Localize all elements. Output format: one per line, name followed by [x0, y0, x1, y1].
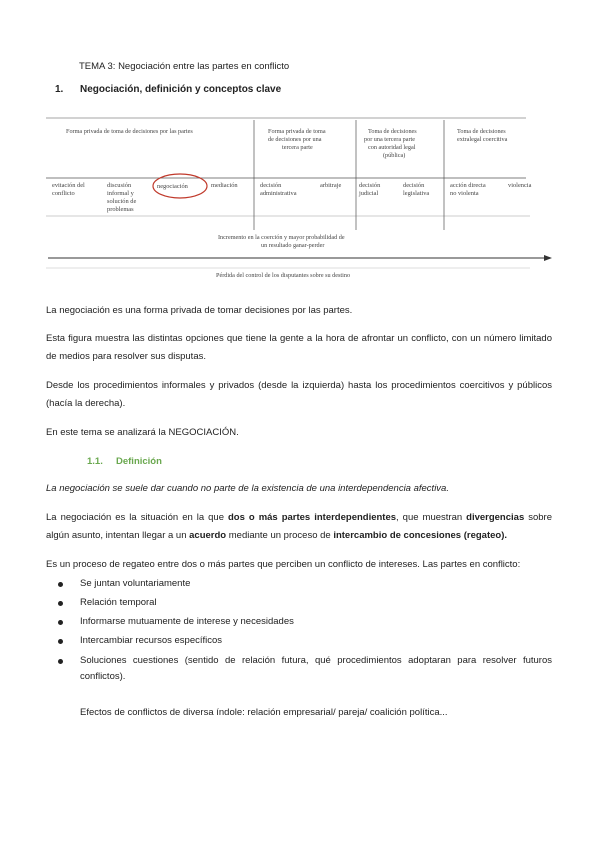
def-text-g: mediante un proceso de	[226, 530, 334, 541]
bullet-icon	[58, 659, 63, 664]
list-item-text: Informarse mutuamente de interese y necesidades	[80, 616, 294, 627]
header-third-party-1: Forma privada de toma	[268, 128, 326, 135]
paragraph-1: La negociación es una forma privada de tomar decisiones por las partes.	[46, 305, 353, 316]
item-judicial-1: decisión	[359, 182, 381, 189]
paragraph-4: En este tema se analizará la NEGOCIACIÓN.	[46, 427, 239, 438]
list-item-text: Intercambiar recursos específicos	[80, 635, 223, 646]
subsection-title	[87, 456, 162, 467]
def-bold-exchange: intercambio de concesiones (regateo).	[333, 530, 508, 541]
list-item	[46, 653, 552, 685]
header-legal-3: con autoridad legal	[368, 144, 416, 151]
header-private-parties: Forma privada de toma de decisiones por las partes	[66, 128, 193, 135]
arrow1-label-2: un resultado ganar-perder	[261, 242, 325, 249]
conflict-options-diagram	[46, 112, 558, 288]
bullet-icon	[58, 582, 63, 587]
definition-paragraph	[46, 509, 552, 545]
paragraph-3: Desde los procedimientos informales y privados (desde la izquierda) hasta los procedimientos coercitivos y públicos (hacía la derecha).	[46, 380, 552, 409]
definition-italic: La negociación se suele dar cuando no parte de la existencia de una interdependencia afectiva.	[46, 483, 449, 494]
def-bold-parties: dos o más partes interdependientes	[228, 512, 397, 523]
item-arbitration: arbitraje	[320, 182, 342, 189]
item-admin-decision-1: decisión	[260, 182, 282, 189]
coercion-arrowhead	[544, 255, 552, 261]
arrow1-label-1: Incremento en la coerción y mayor probabilidad de	[218, 234, 345, 241]
item-discussion-4: problemas	[107, 206, 134, 213]
def-bold-divergences: divergencias	[466, 512, 525, 523]
def-text-a: La negociación es la situación en la que	[46, 512, 228, 523]
page-header: TEMA 3: Negociación entre las partes en conflicto	[79, 61, 290, 72]
subsection-title-text: Definición	[116, 456, 162, 467]
bargaining-paragraph: Es un proceso de regateo entre dos o más partes que perciben un conflicto de intereses. Las partes en conflicto:	[46, 559, 521, 570]
arrow2-label: Pérdida del control de los disputantes sobre su destino	[216, 272, 351, 279]
list-item	[46, 595, 552, 611]
bullet-icon	[58, 639, 63, 644]
list-item	[46, 576, 552, 592]
item-discussion-3: solución de	[107, 198, 137, 205]
bullet-icon	[58, 601, 63, 606]
paragraph-2: Esta figura muestra las distintas opciones que tiene la gente a la hora de afrontar un conflicto, con un número limitado de medios para resolver sus disputas.	[46, 333, 552, 362]
item-violence: violencia	[508, 182, 532, 189]
header-legal-1: Toma de decisiones	[368, 128, 417, 135]
item-legislative-1: decisión	[403, 182, 425, 189]
item-avoidance-2: conflicto	[52, 190, 75, 197]
header-third-party-2: de decisiones por una	[268, 136, 322, 143]
item-discussion-1: discusión	[107, 182, 132, 189]
conflict-options-figure	[46, 112, 558, 288]
conflict-parties-list	[46, 576, 552, 688]
list-item-text: Relación temporal	[80, 597, 157, 608]
item-judicial-2: judicial	[359, 190, 379, 197]
item-admin-decision-2: administrativa	[260, 190, 297, 197]
header-coercive-2: extralegal coercitiva	[457, 136, 508, 143]
section-title-text: Negociación, definición y conceptos clave	[80, 84, 282, 95]
header-coercive-1: Toma de decisiones	[457, 128, 506, 135]
header-legal-4: (pública)	[383, 152, 406, 159]
def-text-c: , que muestran	[396, 512, 467, 523]
header-legal-2: por una tercera parte	[364, 136, 416, 143]
list-item-text: Se juntan voluntariamente	[80, 578, 191, 589]
item-legislative-2: legislativa	[403, 190, 430, 197]
list-item-text: Soluciones cuestiones (sentido de relación futura, qué procedimientos adoptaran para resolver futuros conflictos).	[80, 655, 552, 682]
section-title	[55, 84, 281, 95]
item-mediation: mediación	[211, 182, 238, 189]
section-number: 1.	[55, 84, 64, 95]
def-bold-agreement: acuerdo	[189, 530, 227, 541]
header-third-party-3: tercera parte	[282, 144, 313, 151]
subsection-number: 1.1.	[87, 456, 103, 467]
list-item	[46, 633, 552, 649]
item-nonviolent-2: no violenta	[450, 190, 479, 197]
item-discussion-2: informal y	[107, 190, 134, 197]
def-text-e: sobre algún asunto, intentan llegar a un	[46, 512, 552, 541]
bullet-icon	[58, 620, 63, 625]
item-nonviolent-1: acción directa	[450, 182, 486, 189]
effects-note: Efectos de conflictos de diversa índole: relación empresarial/ pareja/ coalición política...	[80, 707, 448, 718]
item-avoidance-1: evitación del	[52, 182, 85, 189]
item-negotiation: negociación	[157, 183, 188, 190]
list-item	[46, 614, 552, 630]
